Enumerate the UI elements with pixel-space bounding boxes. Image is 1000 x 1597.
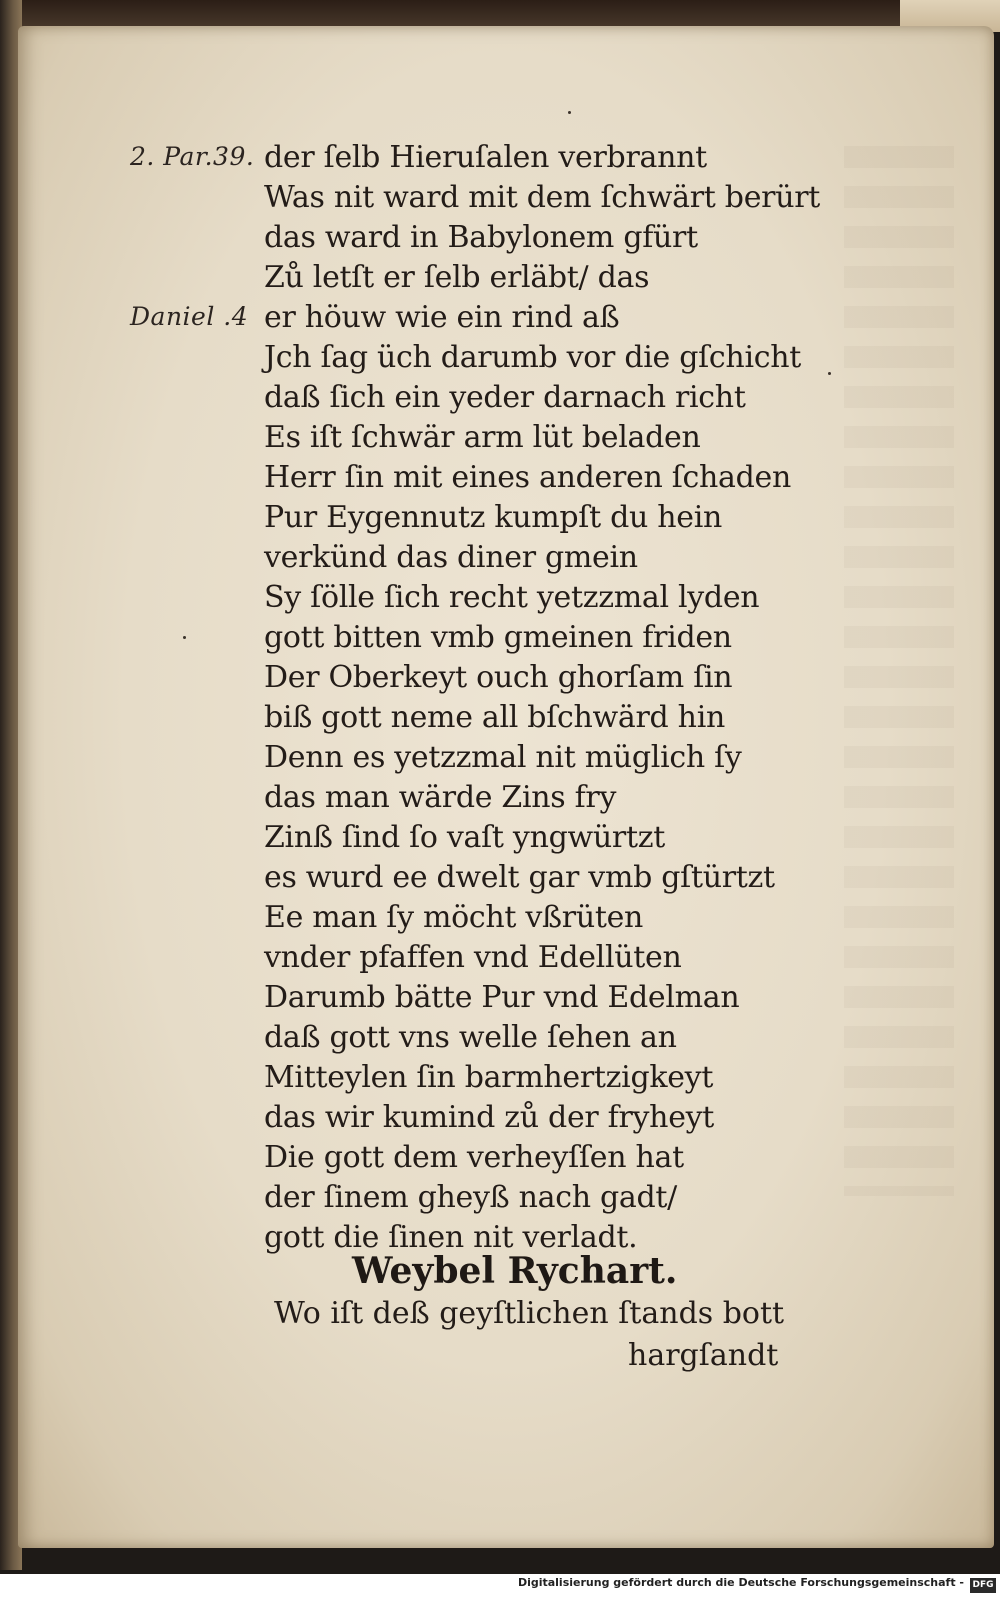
- margin-note: Daniel .4: [130, 302, 249, 331]
- text-line: gott bitten vmb gmeinen friden: [264, 620, 732, 655]
- text-line: das man wärde Zins fry: [264, 780, 617, 815]
- text-line: Pur Eygennutz kumpſt du hein: [264, 500, 723, 535]
- show-through-bleed: [844, 146, 954, 1196]
- text-line: er höuw wie ein rind aß: [264, 300, 620, 335]
- text-line: biß gott neme all bſchwärd hin: [264, 700, 726, 735]
- text-line: es wurd ee dwelt gar vmb gſtürtzt: [264, 860, 775, 895]
- ink-speck: [183, 636, 186, 639]
- text-line: das wir kumind zů der fryheyt: [264, 1100, 715, 1135]
- speech-line: Wo iſt deß geyſtlichen ſtands bott: [274, 1296, 785, 1331]
- text-line: daß ſich ein yeder darnach richt: [264, 380, 746, 415]
- text-line: der ſinem gheyß nach gadt/: [264, 1180, 677, 1215]
- text-line: Was nit ward mit dem ſchwärt berürt: [264, 180, 821, 215]
- text-line: Jch ſag üch darumb vor die gſchicht: [264, 340, 802, 375]
- ink-speck: [568, 111, 571, 114]
- text-line: daß gott vns welle ſehen an: [264, 1020, 677, 1055]
- dfg-logo: DFG: [970, 1578, 996, 1593]
- text-line: Ee man ſy möcht vßrüten: [264, 900, 644, 935]
- digitization-footer: [0, 1574, 1000, 1597]
- text-line: Sy ſölle ſich recht yetzzmal lyden: [264, 580, 760, 615]
- text-line: gott die ſinen nit verladt.: [264, 1220, 638, 1255]
- speaker-heading: Weybel Rychart.: [352, 1250, 678, 1292]
- text-line: Die gott dem verheyſſen hat: [264, 1140, 684, 1175]
- text-line: Der Oberkeyt ouch ghorſam ſin: [264, 660, 733, 695]
- text-line: Darumb bätte Pur vnd Edelman: [264, 980, 740, 1015]
- text-line: Mitteylen ſin barmhertzigkeyt: [264, 1060, 714, 1095]
- catchword: hargſandt: [628, 1338, 779, 1373]
- ink-speck: [828, 372, 831, 375]
- text-line: der ſelb Hieruſalen verbrannt: [264, 140, 707, 175]
- footer-credit: Digitalisierung gefördert durch die Deutsche Forschungsgemeinschaft -: [517, 1576, 964, 1589]
- margin-note: 2. Par.39.: [130, 142, 255, 171]
- text-line: Zů letſt er ſelb erläbt/ das: [264, 260, 650, 295]
- text-line: das ward in Babylonem gfürt: [264, 220, 698, 255]
- text-line: Zinß ſind ſo vaſt yngwürtzt: [264, 820, 665, 855]
- poem-text-block: [264, 138, 820, 1258]
- text-line: Denn es yetzzmal nit müglich ſy: [264, 740, 742, 775]
- text-line: Herr ſin mit eines anderen ſchaden: [264, 460, 791, 495]
- text-line: Es iſt ſchwär arm lüt beladen: [264, 420, 701, 455]
- text-line: verkünd das diner gmein: [264, 540, 638, 575]
- text-line: vnder pfaffen vnd Edellüten: [264, 940, 682, 975]
